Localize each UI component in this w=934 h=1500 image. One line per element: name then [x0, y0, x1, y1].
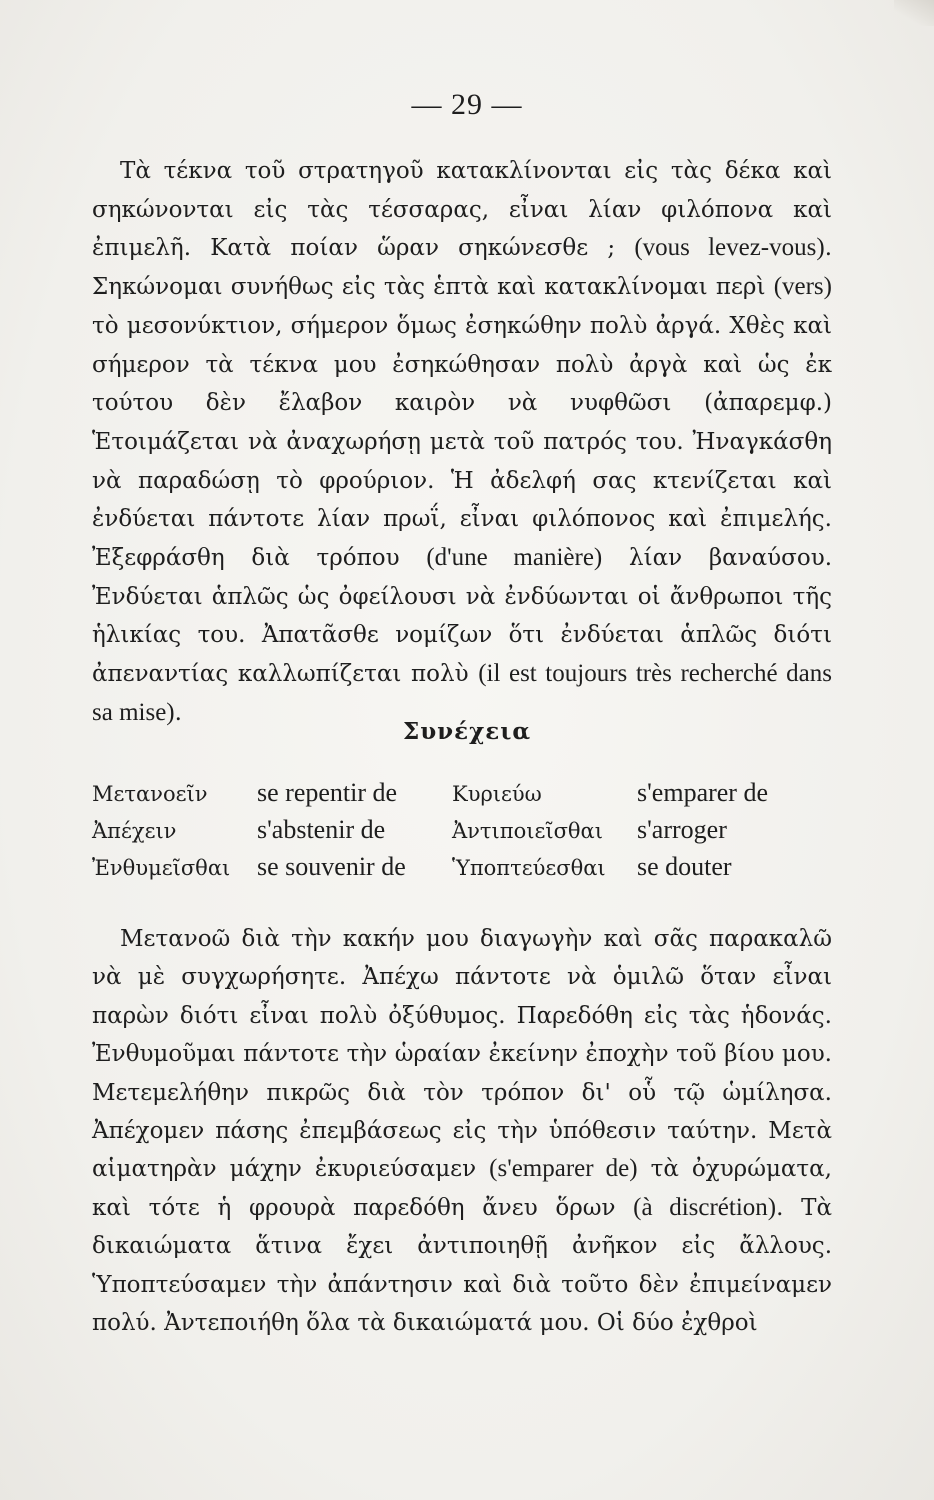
p1-french-2: (vers) — [773, 273, 832, 301]
vocab-french-term: se douter — [637, 852, 732, 881]
paragraph-2-text — [92, 920, 832, 1342]
vocab-french-term: s'abstenir de — [257, 815, 386, 844]
p2-french-2: (à discrétion) — [633, 1193, 777, 1221]
p1-french-3: (d'une manière) — [426, 544, 603, 572]
vocab-greek-term: Ἐνθυμεῖσθαι — [92, 856, 231, 880]
p2-greek-1: Μετανοῶ διὰ τὴν κακήν μου διαγωγὴν καὶ σᾶς παρακαλῶ νὰ μὲ συγχωρήσητε. Ἀπέχω πάντοτε νὰ ὁμιλῶ ὅταν εἶναι παρὼν διότι εἶναι πολὺ ὀξύθυμος. Παρεδόθη εἰς τὰς ἡδονάς. Ἐνθυμοῦμαι πάντοτε τὴν ὡραίαν ἐκείνην ἐποχὴν τοῦ βίου μου. Μετεμελήθην πικρῶς διὰ τὸν τρόπον δι' οὗ τῷ ὡμίλησα. Ἀπέχομεν πάσης ἐπεμβάσεως εἰς τὴν ὑπόθεσιν ταύτην. Μετὰ αἱματηρὰν μάχην ἐκυριεύσαμεν — [92, 926, 832, 1183]
p2-french-1: (s'emparer de) — [489, 1155, 638, 1183]
vocabulary-table — [92, 778, 834, 889]
p1-french-4: (il est toujours très recherché dans sa mise) — [92, 660, 832, 726]
vocab-french-term: se repentir de — [257, 778, 398, 807]
p1-greek-2: . Σηκώνομαι συνήθως εἰς τὰς ἑπτὰ καὶ κατακλίνομαι περὶ — [92, 235, 832, 301]
vocab-greek-term: Ὑποπτεύεσθαι — [452, 856, 606, 880]
page-corner-shadow — [894, 0, 934, 26]
p1-greek-4: λίαν βαναύσου. Ἐνδύεται ἁπλῶς ὡς ὀφείλουσι νὰ ἐνδύωνται οἱ ἄνθρωποι τῆς ἡλικίας του. Ἀπατᾶσθε νομίζων ὅτι ἐνδύεται ἁπλῶς διότι ἀπεναντίας καλλωπίζεται πολὺ — [92, 545, 832, 688]
vocabulary-row — [92, 815, 834, 852]
vocabulary-row — [92, 852, 834, 889]
p1-greek-3: τὸ μεσονύκτιον, σήμερον ὅμως ἐσηκώθην πολὺ ἀργά. Χθὲς καὶ σήμερον τὰ τέκνα μου ἐσηκώθησαν πολὺ ἀργὰ καὶ ὡς ἐκ τούτου δὲν ἔλαβον καιρὸν νὰ νυφθῶσι (ἀπαρεμφ.) Ἑτοιμάζεται νὰ ἀναχωρήσῃ μετὰ τοῦ πατρός του. Ἠναγκάσθη νὰ παραδώσῃ τὸ φρούριον. Ἡ ἀδελφή σας κτενίζεται καὶ ἐνδύεται πάντοτε λίαν πρωΐ, εἶναι φιλόπονος καὶ ἐπιμελής. Ἐξεφράσθη διὰ τρόπου — [92, 312, 832, 572]
paragraph-1-text — [92, 152, 832, 733]
vocab-french-term: se souvenir de — [257, 852, 406, 881]
section-heading: Συνέχεια — [402, 718, 532, 745]
vocab-french-term: s'emparer de — [637, 778, 769, 807]
paragraph-1 — [92, 152, 832, 733]
p1-french-1: (vous levez-vous) — [634, 234, 825, 262]
vocabulary-row — [92, 778, 834, 815]
p2-greek-3: . Τὰ δικαιώματα ἅτινα ἔχει ἀντιποιηθῇ ἀνῆκον εἰς ἄλλους. Ὑποπτεύσαμεν τὴν ἀπάντησιν καὶ διὰ τοῦτο δὲν ἐπιμείναμεν πολύ. Ἀντεποιήθη ὅλα τὰ δικαιώματά μου. Οἱ δύο ἐχθροὶ — [92, 1194, 832, 1337]
vocab-french-term: s'arroger — [637, 815, 727, 844]
p1-end: . — [174, 699, 182, 726]
vocab-greek-term: Ἀντιποιεῖσθαι — [452, 819, 603, 843]
vocab-greek-term: Κυριεύω — [452, 782, 542, 806]
vocab-greek-term: Μετανοεῖν — [92, 782, 208, 806]
page-number: — 29 — — [411, 88, 523, 121]
paragraph-2 — [92, 920, 832, 1342]
p2-greek-2: τὰ ὀχυρώματα, καὶ τότε ἡ φρουρὰ παρεδόθη ἄνευ ὅρων — [92, 1156, 832, 1221]
vocab-greek-term: Ἀπέχειν — [92, 819, 177, 843]
p1-greek-1: Τὰ τέκνα τοῦ στρατηγοῦ κατακλίνονται εἰς τὰς δέκα καὶ σηκώνονται εἰς τὰς τέσσαρας, εἶναι λίαν φιλόπονα καὶ ἐπιμελῆ. Κατὰ ποίαν ὥραν σηκώνεσθε ; — [92, 158, 832, 262]
